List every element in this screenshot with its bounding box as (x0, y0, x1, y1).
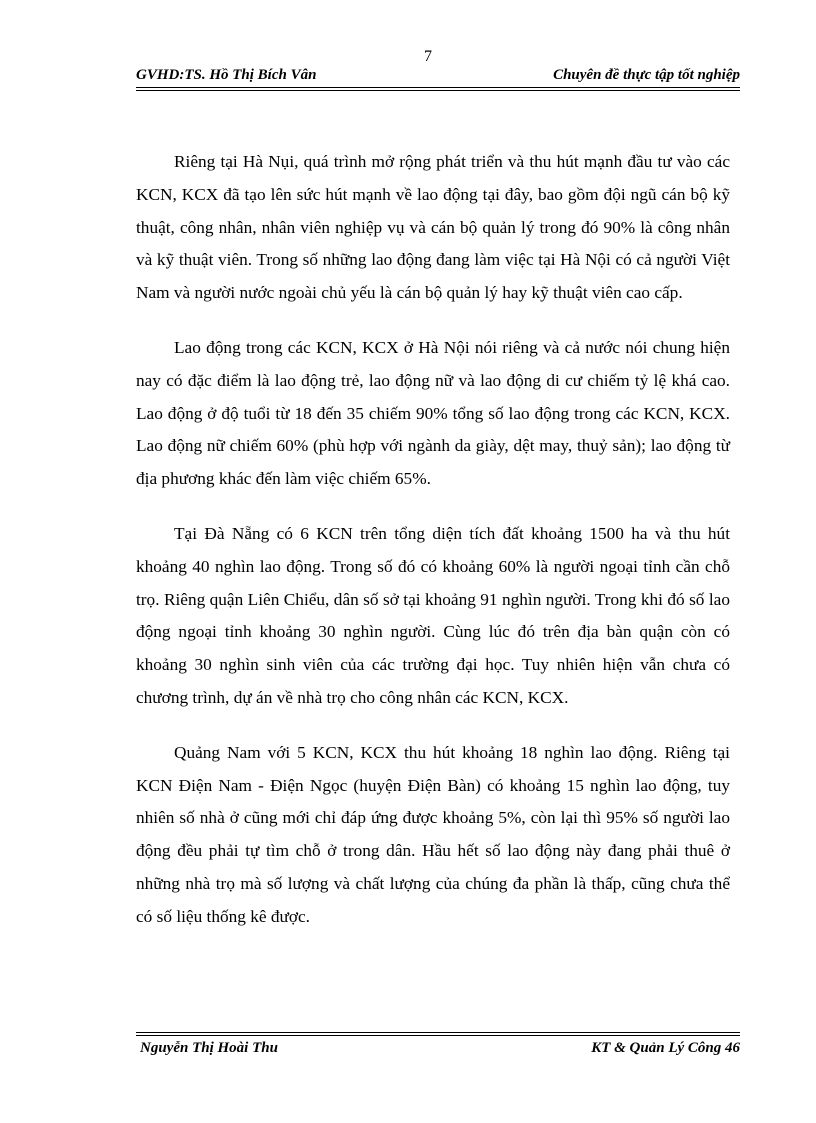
header-document-type: Chuyên đề thực tập tốt nghiệp (553, 67, 740, 83)
footer-divider (136, 1032, 740, 1033)
paragraph: Tại Đà Nẵng có 6 KCN trên tổng diện tích đất khoảng 1500 ha và thu hút khoảng 40 nghìn lao động. Trong số đó có khoảng 60% là người ngoại tỉnh cần chỗ trọ. Riêng quận Liên Chiểu, dân số sở tại khoảng 91 nghìn người. Trong khi đó số lao động ngoại tỉnh khoảng 30 nghìn người. Cùng lúc đó trên địa bàn quận còn có khoảng 30 nghìn sinh viên của các trường đại học. Tuy nhiên hiện vẫn chưa có chương trình, dự án về nhà trọ cho công nhân các KCN, KCX. (136, 523, 730, 707)
footer-author: Nguyễn Thị Hoài Thu (140, 1040, 278, 1056)
footer-divider-second (136, 1035, 740, 1036)
body-text (136, 146, 730, 956)
paragraph: Quảng Nam với 5 KCN, KCX thu hút khoảng 18 nghìn lao động. Riêng tại KCN Điện Nam - Điện Ngọc (huyện Điện Bàn) có khoảng 15 nghìn lao động, tuy nhiên số nhà ở cũng mới chỉ đáp ứng được khoảng 5%, còn lại thì 95% số người lao động đều phải tự tìm chỗ ở trong dân. Hầu hết số lao động này đang phải thuê ở những nhà trọ mà số lượng và chất lượng của chúng đa phần là thấp, cũng chưa thể có số liệu thống kê được. (136, 742, 730, 926)
header-divider (136, 90, 740, 91)
page-header (136, 67, 740, 88)
footer-class: KT & Quản Lý Công 46 (591, 1040, 740, 1056)
paragraph: Lao động trong các KCN, KCX ở Hà Nội nói riêng và cả nước nói chung hiện nay có đặc điểm là lao động trẻ, lao động nữ và lao động di cư chiếm tỷ lệ khá cao. Lao động ở độ tuổi từ 18 đến 35 chiếm 90% tổng số lao động trong các KCN, KCX. Lao động nữ chiếm 60% (phù hợp với ngành da giày, dệt may, thuỷ sản); lao động từ địa phương khác đến làm việc chiếm 65%. (136, 337, 730, 489)
page-number: 7 (424, 48, 432, 65)
paragraph: Riêng tại Hà Nụi, quá trình mở rộng phát triển và thu hút mạnh đầu tư vào các KCN, KCX đã tạo lên sức hút mạnh về lao động tại đây, bao gồm đội ngũ cán bộ kỹ thuật, công nhân, nhân viên nghiệp vụ và cán bộ quản lý trong đó 90% là công nhân và kỹ thuật viên. Trong số những lao động đang làm việc tại Hà Nội có cả người Việt Nam và người nước ngoài chủ yếu là cán bộ quản lý hay kỹ thuật viên cao cấp. (136, 152, 730, 303)
header-advisor: GVHD:TS. Hồ Thị Bích Vân (136, 67, 317, 83)
